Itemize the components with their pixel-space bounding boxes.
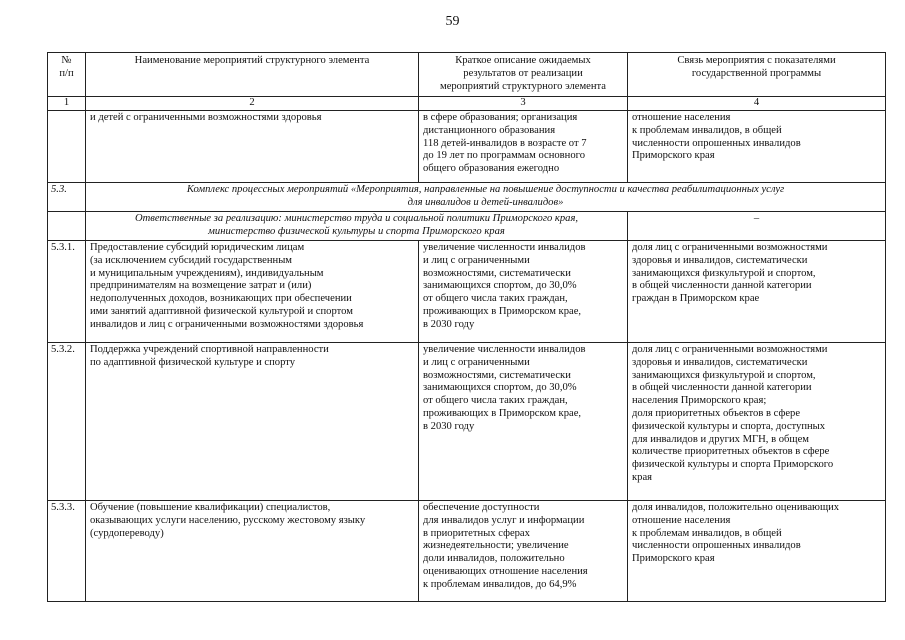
header-results: Краткое описание ожидаемых результатов от реализации мероприятий структурного элемента [419,53,628,97]
section-responsible-link: – [628,212,886,241]
table-row [48,343,886,501]
index-cell: 1 [48,97,86,111]
header-row [48,53,886,97]
row-results: увеличение численности инвалидов и лиц с ограниченными возможностями, систематически занимающихся спортом, до 30,0% от общего числа таких граждан, проживающих в Приморском крае, в 2030 году [419,241,628,343]
table-row [48,501,886,602]
row-name: и детей с ограниченными возможностями здоровья [86,111,419,183]
row-results: увеличение численности инвалидов и лиц с ограниченными возможностями, систематически занимающихся спортом, до 30,0% от общего числа таких граждан, проживающих в Приморском крае, в 2030 году [419,343,628,501]
page-number: 59 [445,14,460,29]
row-results: обеспечение доступности для инвалидов услуг и информации в приоритетных сферах жизнедеятельности; увеличение доли инвалидов, положительно оценивающих отношение населения к проблемам инвалидов, до 64,9% [419,501,628,602]
row-name: Поддержка учреждений спортивной направленности по адаптивной физической культуре и спорту [86,343,419,501]
section-title: Комплекс процессных мероприятий «Мероприятия, направленные на повышение доступности и качества реабилитационных услуг для инвалидов и детей-инвалидов» [86,183,886,212]
index-cell: 2 [86,97,419,111]
index-cell: 4 [628,97,886,111]
row-results: в сфере образования; организация дистанционного образования 118 детей-инвалидов в возрасте от 7 до 19 лет по программам основного общего образования ежегодно [419,111,628,183]
row-link: доля лиц с ограниченными возможностями здоровья и инвалидов, систематически занимающихся физкультурой и спортом, в общей численности данной категории граждан в Приморском крае [628,241,886,343]
index-row [48,97,886,111]
table-row [48,241,886,343]
row-number: 5.3.2. [48,343,86,501]
header-name: Наименование мероприятий структурного элемента [86,53,419,97]
measures-table [47,52,886,602]
row-name: Предоставление субсидий юридическим лицам (за исключением субсидий государственным и муниципальным учреждениям), индивидуальным предпринимателям на возмещение затрат и (или) недополученных доходов, возникающих при обеспечении ими занятий адаптивной физической культурой и спортом инвалидов и лиц с ограниченными возможностями здоровья [86,241,419,343]
section-number: 5.3. [48,183,86,212]
row-link: доля лиц с ограниченными возможностями здоровья и инвалидов, систематически занимающихся физкультурой и спортом, в общей численности данной категории населения Приморского края; доля приоритетных объектов в сфере физической культуры и спорта, доступных для инвалидов и других МГН, в общем количестве приоритетных объектов в сфере физической культуры и спорта Приморского края [628,343,886,501]
section-responsible: Ответственные за реализацию: министерство труда и социальной политики Приморского края, министерство физической культуры и спорта Приморского края [86,212,628,241]
row-number: 5.3.1. [48,241,86,343]
row-number: 5.3.3. [48,501,86,602]
row-number [48,111,86,183]
section-responsible-row [48,212,886,241]
header-number: № п/п [48,53,86,97]
section-title-row [48,183,886,212]
header-link: Связь мероприятия с показателями государственной программы [628,53,886,97]
row-name: Обучение (повышение квалификации) специалистов, оказывающих услуги населению, русскому жестовому языку (сурдопереводу) [86,501,419,602]
continuation-row [48,111,886,183]
index-cell: 3 [419,97,628,111]
row-link: доля инвалидов, положительно оценивающих отношение населения к проблемам инвалидов, в общей численности опрошенных инвалидов Приморского края [628,501,886,602]
row-link: отношение населения к проблемам инвалидов, в общей численности опрошенных инвалидов Приморского края [628,111,886,183]
